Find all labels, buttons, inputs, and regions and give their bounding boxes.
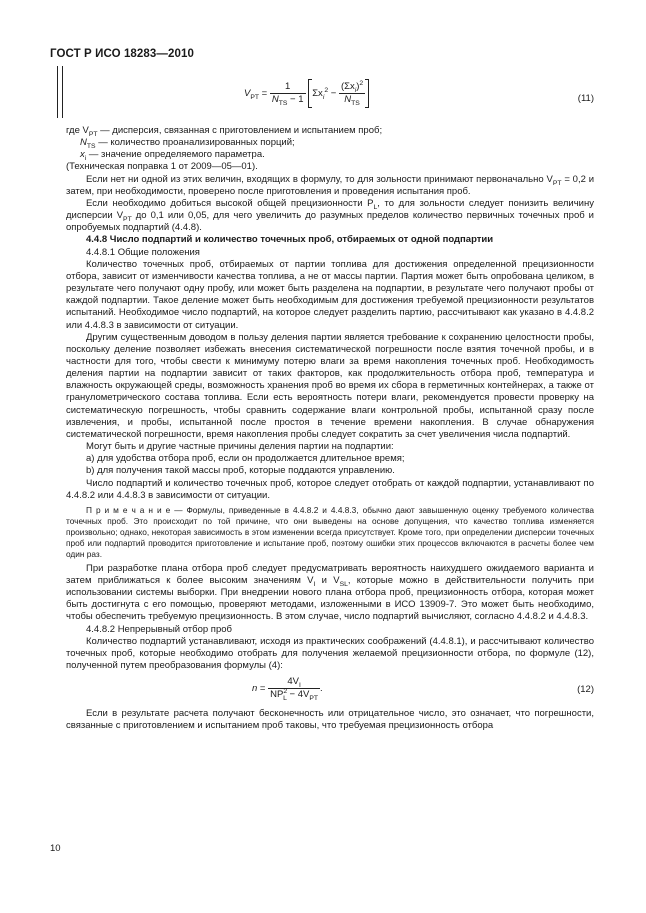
formula-12-expression: n = $\frac{4V_I}{NP^2_L - 4V_{PT}}$ . [252, 676, 323, 703]
revision-bars [57, 66, 63, 118]
subsection-title-4-4-8-2: 4.4.8.2 Непрерывный отбор проб [86, 623, 232, 635]
where-line-1: где $V_{PT}$ — дисперсия, связанная с приготовлением и испытанием проб; [66, 125, 383, 138]
document-body [66, 79, 595, 733]
formula-11-expression: $V_{PT}$ = $\frac{1}{N_{TS} - 1}$ $\Sigma x_i^2$ − $\frac{(\Sigma x_i)^2}{N_{TS}}$ [244, 81, 369, 106]
paragraph-sublot-number: Число подпартий и количество точечных проб, которое следует отобрать от каждой подпартии, устанавливают по 4.4.8.2 или 4.4.8.3 в зависимости от ситуации. [66, 477, 594, 501]
list-item-a: а) для удобства отбора проб, если он продолжается длительное время; [86, 453, 405, 465]
paragraph-sample-integrity: Другим существенным доводом в пользу деления партии является требование к сохранению целостности пробы, поскольку деление позволяет избежать внесения систематической погрешности после взятия точечной пробы, и в частности для того, чтобы свести к минимуму потерю влаги за время накопления точечных проб. Необходимость деления партии на подпартии зависит от таких факторов, как продолжительность отбора проб, температура и влажность окружающей среды, возможность хранения проб во время их сбора в герметичных контейнерах, а также от гранулометрического состава топлива. Если есть вероятность потери влаги, рекомендуется провести проверку на систематическую погрешность, чтобы сравнить содержание влаги контрольной пробы, испытанной сразу после извлечения, и пробы, испытанной после простоя в течение времени накопления. В случае обнаружения систематической погрешности, время накопления пробы следует сократить за счет увеличения числа подпартий. [66, 331, 594, 440]
formula-12 [66, 672, 594, 708]
where-line-3: $x_i$ — значение определяемого параметра. [80, 149, 265, 163]
paragraph-increment-count: Количество точечных проб, отбираемых от партии топлива для достижения определенной прецизионности отбора, зависит от изменчивости качества топлива, а не от массы партии. Партия может быть опробована целиком, в результате чего получают одну пробу, или может быть разделена на подпартии, в результате чего получают пробы от каждой подпартии. Такое деление может быть необходимым для достижения требуемой прецизионности результатов испытаний. Необходимое число подпартий, на которое следует разделить партию, рассчитывают как указано в 4.4.8.2 или 4.4.8.3 в зависимости от ситуации. [66, 258, 594, 331]
subsection-title-4-4-8-1: 4.4.8.1 Общие положения [86, 246, 200, 258]
paragraph-high-precision: Если необходимо добиться высокой общей прецизионности $P_L$, то для зольности следует понизить величину дисперсии $V_{PT}$ до 0,1 или 0,05, для чего увеличить до разумных пределов количество первичных точечных проб и опробуемых подпартий (4.4.8). [66, 197, 594, 234]
paragraph-sampling-plan: При разработке плана отбора проб следует предусматривать вероятность наихудшего ожидаемого варианта и затем приближаться к более высоким значениям $V_I$ и $V_{SL}$, которые можно в действительности получить при использовании системы выборки. При внедрении нового плана отбора проб, прецизионность отбора, которая может быть достигнута с его помощью, проверяют методами, изложенными в ИСО 13909-7. Это может быть необходимо, чтобы обеспечить требуемую прецизионность. В этом случае, число подпартий вычисляют, согласно 4.4.8.2 и 4.4.8.3. [66, 562, 594, 623]
note-block: П р и м е ч а н и е — Формулы, приведенные в 4.4.8.2 и 4.4.8.3, обычно дают завышенную оценку требуемого количества точечных проб. Это происходит по той причине, что они выведены на основе допущения, что качество топлива изменяется произвольно; однако, некоторая зависимость в этом изменении всегда присутствует. Кроме того, при определении дисперсии точечных проб или подпартий проводится приготовление и испытание проб, поэтому ошибки этих процессов включаются в расчеты более чем один раз. [66, 504, 595, 559]
formula-11-bracket: $\Sigma x_i^2$ − $\frac{(\Sigma x_i)^2}{N_{TS}}$ [308, 81, 369, 106]
paragraph-infinite-result: Если в результате расчета получают бесконечность или отрицательное число, это означает, что погрешности, связанные с приготовлением и испытанием проб таковы, что требуемая прецизионность отбора [66, 708, 594, 732]
list-item-b: b) для получения такой массы проб, которые поддаются управлению. [86, 465, 395, 477]
formula-11 [66, 81, 594, 119]
page-number: 10 [50, 843, 61, 854]
where-line-2: $N_{TS}$ — количество проанализированных порций; [80, 137, 295, 151]
standard-header: ГОСТ Р ИСО 18283—2010 [50, 48, 195, 60]
section-title-4-4-8: 4.4.8 Число подпартий и количество точечных проб, отбираемых от одной подпартии [86, 234, 494, 246]
formula-11-number: (11) [577, 93, 594, 104]
formula-11-coef: $\frac{1}{N_{TS} - 1}$ [271, 81, 304, 108]
paragraph-continuous-sampling: Количество подпартий устанавливают, исходя из практических соображений (4.4.8.1), и рассчитывают количество точечных проб, которые необходимо отобрать для получения желаемой прецизионности отбора, по формуле (12), полученной путем преобразования формулы (4): [66, 635, 594, 672]
paragraph-other-reasons: Могут быть и другие частные причины деления партии на подпартии: [86, 441, 394, 453]
formula-12-number: (12) [577, 684, 594, 696]
technical-correction: (Техническая поправка 1 от 2009—05—01). [66, 161, 258, 173]
paragraph-initial-variance: Если нет ни одной из этих величин, входящих в формулу, то для зольности принимают первоначально $V_{PT} = 0,2$ и затем, при необходимости, проверено после приготовления и проведения испытания проб. [66, 173, 595, 197]
